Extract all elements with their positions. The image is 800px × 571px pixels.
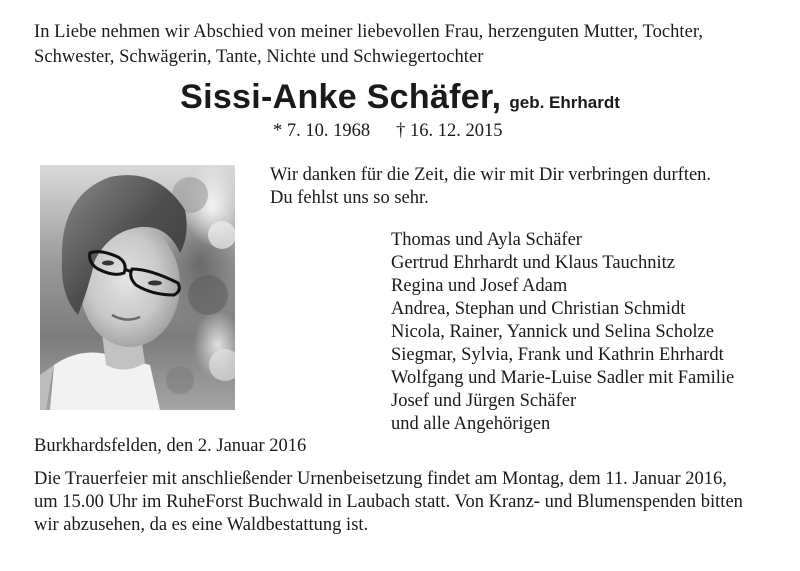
- intro-line: In Liebe nehmen wir Abschied von meiner liebevollen Frau, herzenguten Mutter, Tochter,: [34, 22, 704, 42]
- deceased-name-row: [0, 78, 800, 117]
- death-date: † 16. 12. 2015: [396, 121, 503, 141]
- service-line: um 15.00 Uhr im RuheForst Buchwald in Laubach statt. Von Kranz- und Blumenspenden bitten: [34, 492, 743, 512]
- thanks-line: Wir danken für die Zeit, die wir mit Dir verbringen durften.: [270, 165, 712, 185]
- thanks-text: [270, 164, 780, 210]
- service-line: Die Trauerfeier mit anschließender Urnenbeisetzung findet am Montag, dem 11. Januar 2016,: [34, 469, 727, 489]
- mourner-entry: Thomas und Ayla Schäfer: [391, 230, 582, 250]
- service-line: wir abzusehen, da es eine Waldbestattung ist.: [34, 515, 369, 535]
- deceased-name: Sissi-Anke Schäfer,: [180, 78, 502, 116]
- mourner-entry: Nicola, Rainer, Yannick und Selina Scholze: [391, 322, 714, 342]
- portrait-photo: [40, 165, 235, 410]
- mourner-entry: Andrea, Stephan und Christian Schmidt: [391, 299, 686, 319]
- service-info: [34, 468, 779, 537]
- birth-name: geb. Ehrhardt: [509, 93, 620, 112]
- place-date: Burkhardsfelden, den 2. Januar 2016: [34, 436, 307, 456]
- mourner-entry: Josef und Jürgen Schäfer: [391, 391, 577, 411]
- mourner-entry: Siegmar, Sylvia, Frank und Kathrin Ehrhardt: [391, 345, 724, 365]
- mourner-entry: Regina und Josef Adam: [391, 276, 568, 296]
- thanks-line: Du fehlst uns so sehr.: [270, 188, 429, 208]
- mourner-entry: Gertrud Ehrhardt und Klaus Tauchnitz: [391, 253, 676, 273]
- birth-date: * 7. 10. 1968: [273, 121, 371, 141]
- mourners-list: [391, 229, 734, 436]
- mourner-entry: Wolfgang und Marie-Luise Sadler mit Familie: [391, 368, 735, 388]
- intro-text: [34, 20, 774, 70]
- mourner-entry: und alle Angehörigen: [391, 414, 551, 434]
- life-dates: [273, 121, 503, 142]
- intro-line: Schwester, Schwägerin, Tante, Nichte und Schwiegertochter: [34, 47, 484, 67]
